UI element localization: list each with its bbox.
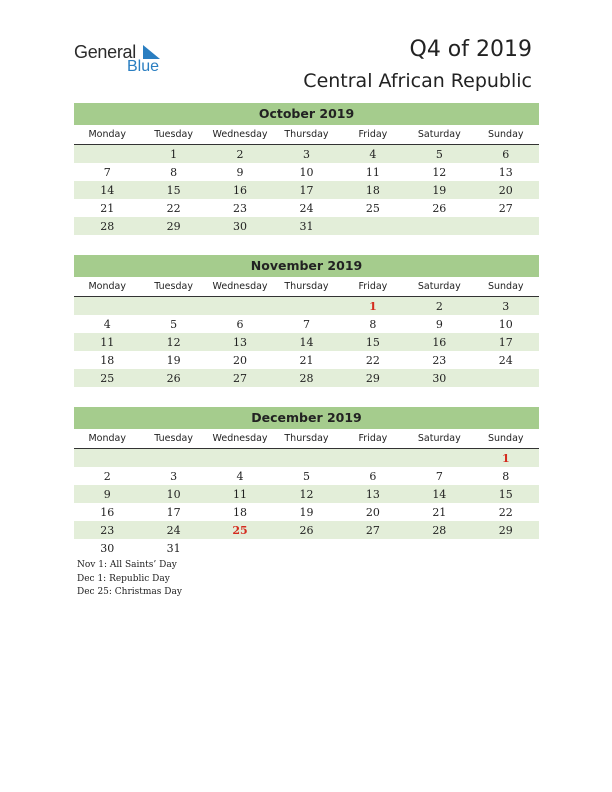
empty-day-cell xyxy=(207,449,273,468)
day-cell: 27 xyxy=(340,521,406,539)
day-cell: 10 xyxy=(498,317,513,331)
day-cell: 18 xyxy=(100,353,115,367)
day-cell: 9 xyxy=(236,165,244,179)
empty-day-cell xyxy=(74,449,140,468)
empty-day-cell xyxy=(140,449,206,468)
calendar-table xyxy=(74,125,539,235)
holiday-notes xyxy=(77,559,182,600)
page-title: Q4 of 2019 xyxy=(409,37,532,62)
day-cell: 8 xyxy=(369,317,377,331)
weekday-wednesday: Wednesday xyxy=(207,429,273,449)
day-cell: 24 xyxy=(498,353,513,367)
day-cell: 8 xyxy=(502,469,510,483)
empty-day-cell xyxy=(340,449,406,468)
day-cell: 18 xyxy=(233,505,248,519)
day-cell: 11 xyxy=(207,485,273,503)
weekday-wednesday: Wednesday xyxy=(207,277,273,297)
week-row xyxy=(74,503,539,521)
weekday-tuesday: Tuesday xyxy=(140,125,206,145)
day-cell: 7 xyxy=(302,317,310,331)
weekday-header-row xyxy=(74,429,539,449)
day-cell: 16 xyxy=(100,505,115,519)
day-cell: 6 xyxy=(473,145,539,164)
holiday-day-cell: 1 xyxy=(340,297,406,316)
day-cell: 22 xyxy=(365,353,380,367)
day-cell: 22 xyxy=(498,505,513,519)
empty-day-cell xyxy=(406,217,472,235)
week-row xyxy=(74,467,539,485)
logo-blue-text: Blue xyxy=(127,58,160,75)
day-cell: 25 xyxy=(74,369,140,387)
day-cell: 19 xyxy=(406,181,472,199)
weekday-monday: Monday xyxy=(74,429,140,449)
day-cell: 25 xyxy=(365,201,380,215)
holiday-day-cell: 25 xyxy=(207,521,273,539)
empty-day-cell xyxy=(473,217,539,235)
day-cell: 31 xyxy=(273,217,339,235)
weekday-monday: Monday xyxy=(74,277,140,297)
day-cell: 29 xyxy=(140,217,206,235)
day-cell: 23 xyxy=(432,353,447,367)
weekday-header-row xyxy=(74,125,539,145)
day-cell: 21 xyxy=(100,201,115,215)
week-row xyxy=(74,199,539,217)
month-calendar-november xyxy=(74,255,539,387)
day-cell: 30 xyxy=(207,217,273,235)
day-cell: 13 xyxy=(498,165,513,179)
calendar-body xyxy=(74,297,539,388)
day-cell: 7 xyxy=(435,469,443,483)
day-cell: 3 xyxy=(473,297,539,316)
empty-day-cell xyxy=(273,297,339,316)
empty-day-cell xyxy=(273,539,339,557)
day-cell: 15 xyxy=(473,485,539,503)
day-cell: 19 xyxy=(166,353,181,367)
country-subtitle: Central African Republic xyxy=(303,70,532,92)
day-cell: 28 xyxy=(406,521,472,539)
weekday-thursday: Thursday xyxy=(273,277,339,297)
day-cell: 6 xyxy=(369,469,377,483)
weekday-saturday: Saturday xyxy=(406,125,472,145)
day-cell: 30 xyxy=(406,369,472,387)
day-cell: 21 xyxy=(299,353,314,367)
day-cell: 22 xyxy=(166,201,181,215)
weekday-tuesday: Tuesday xyxy=(140,429,206,449)
empty-day-cell xyxy=(406,539,472,557)
week-row xyxy=(74,163,539,181)
logo-general-text: General xyxy=(74,42,136,62)
day-cell: 14 xyxy=(406,485,472,503)
empty-day-cell xyxy=(473,539,539,557)
empty-day-cell xyxy=(74,145,140,164)
day-cell: 11 xyxy=(365,165,380,179)
empty-day-cell xyxy=(74,297,140,316)
weekday-tuesday: Tuesday xyxy=(140,277,206,297)
weekday-monday: Monday xyxy=(74,125,140,145)
day-cell: 15 xyxy=(340,333,406,351)
day-cell: 1 xyxy=(140,145,206,164)
holiday-note: Dec 25: Christmas Day xyxy=(77,587,182,597)
week-row xyxy=(74,217,539,235)
day-cell: 3 xyxy=(170,469,178,483)
weekday-saturday: Saturday xyxy=(406,429,472,449)
weekday-sunday: Sunday xyxy=(473,429,539,449)
month-calendar-october xyxy=(74,103,539,235)
day-cell: 15 xyxy=(140,181,206,199)
day-cell: 29 xyxy=(473,521,539,539)
day-cell: 10 xyxy=(140,485,206,503)
week-row xyxy=(74,315,539,333)
day-cell: 11 xyxy=(74,333,140,351)
day-cell: 2 xyxy=(406,297,472,316)
week-row xyxy=(74,369,539,387)
day-cell: 4 xyxy=(236,469,244,483)
empty-day-cell xyxy=(340,217,406,235)
day-cell: 31 xyxy=(166,541,181,555)
empty-day-cell xyxy=(340,539,406,557)
day-cell: 16 xyxy=(406,333,472,351)
day-cell: 2 xyxy=(207,145,273,164)
day-cell: 26 xyxy=(432,201,447,215)
day-cell: 7 xyxy=(103,165,111,179)
month-title: December 2019 xyxy=(74,407,539,429)
day-cell: 14 xyxy=(74,181,140,199)
day-cell: 26 xyxy=(273,521,339,539)
calendar-table xyxy=(74,277,539,387)
weekday-sunday: Sunday xyxy=(473,277,539,297)
week-row xyxy=(74,333,539,351)
day-cell: 28 xyxy=(273,369,339,387)
week-row xyxy=(74,485,539,503)
empty-day-cell xyxy=(207,539,273,557)
month-title: October 2019 xyxy=(74,103,539,125)
day-cell: 9 xyxy=(435,317,443,331)
empty-day-cell xyxy=(207,297,273,316)
week-row xyxy=(74,181,539,199)
holiday-day-cell: 1 xyxy=(473,449,539,468)
day-cell: 20 xyxy=(473,181,539,199)
day-cell: 17 xyxy=(473,333,539,351)
day-cell: 27 xyxy=(207,369,273,387)
weekday-friday: Friday xyxy=(340,277,406,297)
day-cell: 13 xyxy=(340,485,406,503)
week-row xyxy=(74,297,539,316)
month-title: November 2019 xyxy=(74,255,539,277)
day-cell: 23 xyxy=(74,521,140,539)
day-cell: 12 xyxy=(432,165,447,179)
empty-day-cell xyxy=(140,297,206,316)
day-cell: 10 xyxy=(299,165,314,179)
day-cell: 23 xyxy=(233,201,248,215)
calendar-table xyxy=(74,429,539,557)
week-row xyxy=(74,539,539,557)
week-row xyxy=(74,351,539,369)
day-cell: 4 xyxy=(340,145,406,164)
weekday-sunday: Sunday xyxy=(473,125,539,145)
day-cell: 4 xyxy=(103,317,111,331)
day-cell: 20 xyxy=(365,505,380,519)
weekday-saturday: Saturday xyxy=(406,277,472,297)
day-cell: 24 xyxy=(299,201,314,215)
calendar-body xyxy=(74,449,539,558)
day-cell: 20 xyxy=(233,353,248,367)
weekday-friday: Friday xyxy=(340,429,406,449)
day-cell: 30 xyxy=(100,541,115,555)
day-cell: 5 xyxy=(406,145,472,164)
week-row xyxy=(74,521,539,539)
weekday-thursday: Thursday xyxy=(273,125,339,145)
day-cell: 18 xyxy=(340,181,406,199)
day-cell: 17 xyxy=(273,181,339,199)
day-cell: 28 xyxy=(74,217,140,235)
day-cell: 16 xyxy=(207,181,273,199)
week-row xyxy=(74,145,539,164)
day-cell: 26 xyxy=(140,369,206,387)
day-cell: 17 xyxy=(166,505,181,519)
weekday-header-row xyxy=(74,277,539,297)
day-cell: 6 xyxy=(236,317,244,331)
empty-day-cell xyxy=(273,449,339,468)
day-cell: 29 xyxy=(340,369,406,387)
day-cell: 13 xyxy=(207,333,273,351)
day-cell: 24 xyxy=(140,521,206,539)
weekday-thursday: Thursday xyxy=(273,429,339,449)
weekday-friday: Friday xyxy=(340,125,406,145)
day-cell: 3 xyxy=(273,145,339,164)
empty-day-cell xyxy=(406,449,472,468)
day-cell: 12 xyxy=(273,485,339,503)
holiday-note: Nov 1: All Saints’ Day xyxy=(77,560,177,570)
day-cell: 27 xyxy=(498,201,513,215)
holiday-note: Dec 1: Republic Day xyxy=(77,573,170,584)
day-cell: 12 xyxy=(140,333,206,351)
day-cell: 2 xyxy=(103,469,111,483)
day-cell: 9 xyxy=(74,485,140,503)
generalblue-logo xyxy=(74,42,174,82)
day-cell: 21 xyxy=(432,505,447,519)
empty-day-cell xyxy=(473,369,539,387)
weekday-wednesday: Wednesday xyxy=(207,125,273,145)
calendar-body xyxy=(74,145,539,236)
week-row xyxy=(74,449,539,468)
day-cell: 5 xyxy=(302,469,310,483)
day-cell: 19 xyxy=(299,505,314,519)
month-calendar-december xyxy=(74,407,539,557)
day-cell: 14 xyxy=(273,333,339,351)
day-cell: 8 xyxy=(170,165,178,179)
day-cell: 5 xyxy=(170,317,178,331)
